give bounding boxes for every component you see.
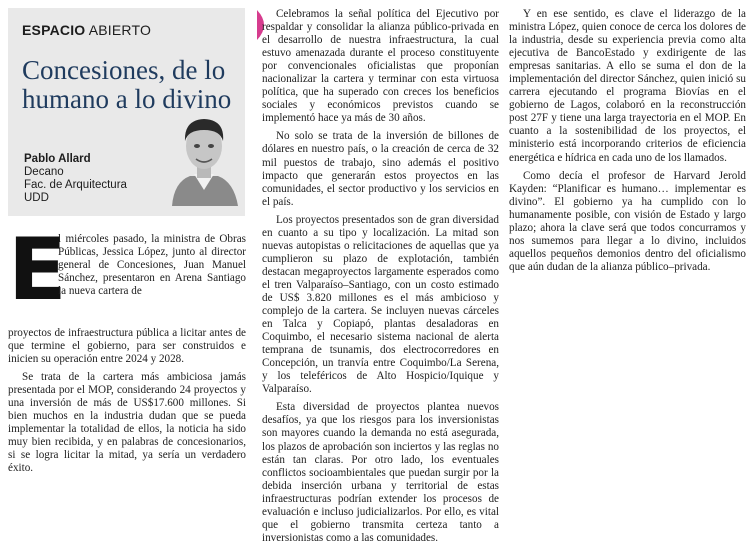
paragraph-intro: l miércoles pasado, la ministra de Obras Públicas, Jessica López, junto al director general de Concesiones, Juan Manuel Sánchez, presentaron en Arena Santiago la nueva cartera de bbox=[58, 233, 246, 298]
author-block bbox=[24, 153, 127, 205]
paragraph-1-rest: proyectos de infraestructura pública a licitar antes de que termine el gobierno, para ser construidos e inicien su operación entre 2024 y 2028. bbox=[8, 327, 246, 366]
column-2 bbox=[262, 8, 499, 545]
paragraph-2: Se trata de la cartera más ambiciosa jamás presentada por el MOP, considerando 24 proyectos y una inversión de más de US$17.600 millones. Si bien muchos en la industria dudan que se pueda implementar la totalidad de ellos, la noticia ha sido muy bien recibida, y en palabras de concesionarios, si se logra licitar la mitad, ya sería un verdadero éxito. bbox=[8, 371, 246, 475]
section-label bbox=[22, 22, 151, 38]
paragraph-3: Celebramos la señal política del Ejecutivo por respaldar y consolidar la alianza público-privada en el desarrollo de nuestra infraestructura, la cual estuvo amenazada durante el proceso constituyente por convencionales oficialistas que proponían nacionalizar la cartera y terminar con esta virtuosa política, que ha superado con creces los beneficios sociales y económicos previstos cuando se implementó hace ya más de 30 años. bbox=[262, 8, 499, 125]
paragraph-6: Esta diversidad de proyectos plantea nuevos desafíos, ya que los riesgos para los inversionistas son mayores cuando la demanda no está asegurada, los plazos de aprobación son inciertos y las reglas no están tan claras. Por otro lado, los eventuales conflictos socioambientales que puedan surgir por la debida inserción urbana y territorial de estas infraestructuras podrían extender los procesos de evaluación e incluso judicializarlos. Por ello, es vital que el gobierno transmita certeza tanto a inversionistas como a las comunidades. bbox=[262, 401, 499, 544]
author-university: UDD bbox=[24, 192, 49, 204]
section-label-bold: ESPACIO bbox=[22, 22, 86, 38]
author-portrait bbox=[168, 108, 240, 206]
column-header bbox=[8, 8, 245, 216]
column-3 bbox=[509, 8, 746, 274]
author-name: Pablo Allard bbox=[24, 153, 91, 165]
author-faculty: Fac. de Arquitectura bbox=[24, 179, 127, 191]
column-1 bbox=[8, 220, 246, 476]
paragraph-4: No solo se trata de la inversión de billones de dólares en nuestro país, o la creación de cerca de 32 mil puestos de trabajo, sino además el positivo impacto que generarán estos proyectos en las comunidades, el sector productivo y los servicios en el país. bbox=[262, 130, 499, 208]
paragraph-8: Como decía el profesor de Harvard Jerold Kayden: “Planificar es humano… implementar es divino”. El gobierno ya ha cumplido con lo humanamente posible, con visión de Estado y largo plazo; ahora la clave será que todos concurramos y nos sumemos para llegar a lo divino, incluidos aquellos pequeños demonios dentro del oficialismo que aún dudan de la alianza público–privada. bbox=[509, 169, 746, 273]
section-label-light: ABIERTO bbox=[88, 22, 152, 38]
drop-cap: E bbox=[8, 220, 67, 320]
author-role: Decano bbox=[24, 166, 64, 178]
article-title: Concesiones, de lo humano a lo divino bbox=[22, 55, 232, 114]
paragraph-5: Los proyectos presentados son de gran diversidad en cuanto a su tipo y localización. La mitad son nuevas autopistas o relicitaciones de aquellas que ya cumplieron su plazo de explotación, también destacan megaproyectos largamente esperados como el tren Valparaíso–Santiago, con un costo estimado de US$ 3.820 millones es el más ambicioso y complejo de la cartera. Se incluyen nuevas cárceles en Talca y Copiapó, plantas desaladoras en Coquimbo, el necesario sistema nacional de alerta temprana de tsunamis, dos electrocorredores en Concepción, un tranvía entre Coquimbo/La Serena, y los teleféricos de Alto Hospicio/Iquique y Valparaíso. bbox=[262, 213, 499, 396]
opening-paragraph bbox=[8, 220, 246, 327]
paragraph-7: Y en ese sentido, es clave el liderazgo de la ministra López, quien conoce de cerca los dolores de la industria, desde su experiencia previa como alta ejecutiva de BancoEstado y exdirigente de las empresas sanitarias. A ello se suma el don de la implementación del director Sánchez, quien inició su carrera ejecutando el programa Biovías en el gobierno de Lagos, colaboró en la reconstrucción post 27F y tiene una larga trayectoria en el MOP. En cuanto a la sostenibilidad de los proyectos, el ministerio está incorporando criterios de eficiencia energética e hídrica en cada uno de los llamados. bbox=[509, 8, 746, 164]
